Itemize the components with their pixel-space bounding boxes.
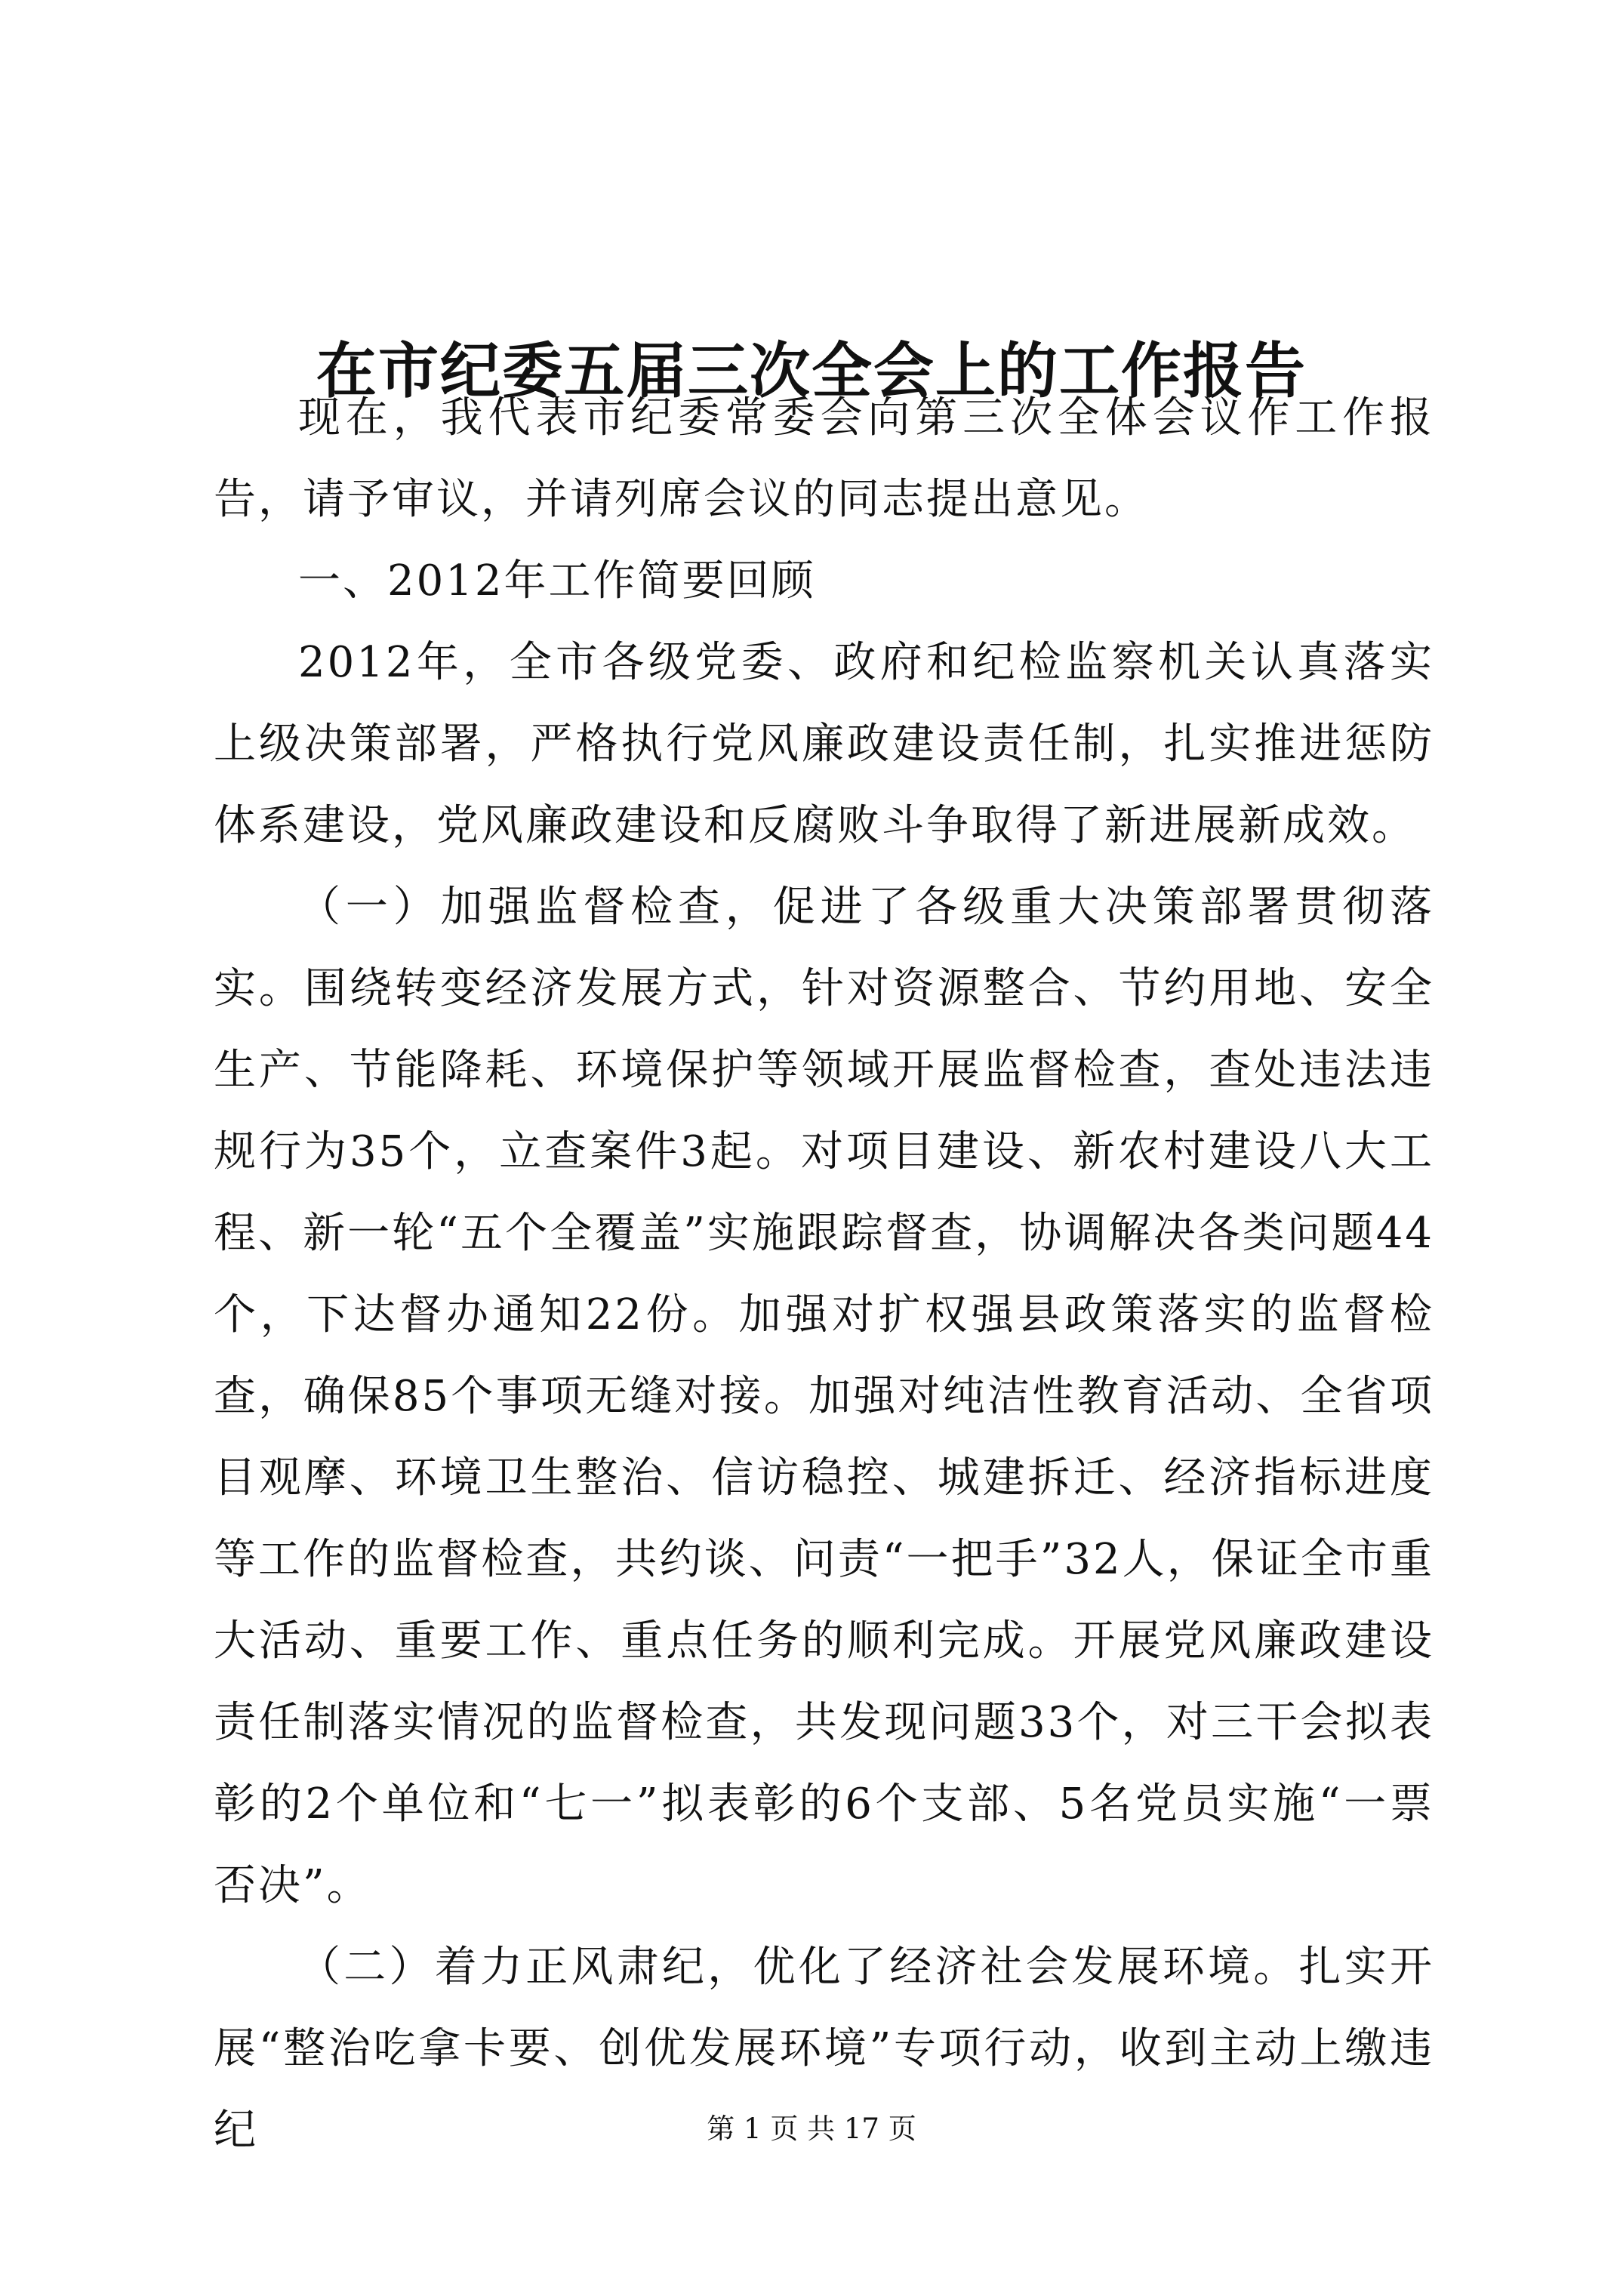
page-number-label: 第 1 页 共 17 页 [707, 2113, 916, 2145]
paragraph-section-1: （一）加强监督检查，促进了各级重大决策部署贯彻落实。围绕转变经济发展方式，针对资源整合、节约用地、安全生产、节能降耗、环境保护等领域开展监督检查，查处违法违规行为35个，立查案件3起。对项目建设、新农村建设八大工程、新一轮“五个全覆盖”实施跟踪督查，协调解决各类问题44个，下达督办通知22份。加强对扩权强县政策落实的监督检查，确保85个事项无缝对接。加强对纯洁性教育活动、全省项目观摩、环境卫生整治、信访稳控、城建拆迁、经济指标进度等工作的监督检查，共约谈、问责“一把手”32人，保证全市重大活动、重要工作、重点任务的顺利完成。开展党风廉政建设责任制落实情况的监督检查，共发现问题33个，对三干会拟表彰的2个单位和“七一”拟表彰的6个支部、5名党员实施“一票否决”。 [214, 883, 1434, 1910]
section-heading: 一、2012年工作简要回顾 [298, 556, 816, 606]
document-title: 在市纪委五届三次全会上的工作报告 [316, 334, 1307, 406]
document-body [214, 378, 1434, 2171]
paragraph-section-2: （二）着力正风肃纪，优化了经济社会发展环境。扎实开展“整治吃拿卡要、创优发展环境”专项行动，收到主动上缴违纪 [214, 1943, 1434, 2155]
page-footer [0, 2110, 1623, 2148]
paragraph-summary: 2012年，全市各级党委、政府和纪检监察机关认真落实上级决策部署，严格执行党风廉政建设责任制，扎实推进惩防体系建设，党风廉政建设和反腐败斗争取得了新进展新成效。 [214, 638, 1434, 850]
paragraph-intro: 现在，我代表市纪委常委会向第三次全体会议作工作报告，请予审议，并请列席会议的同志提出意见。 [214, 393, 1434, 524]
